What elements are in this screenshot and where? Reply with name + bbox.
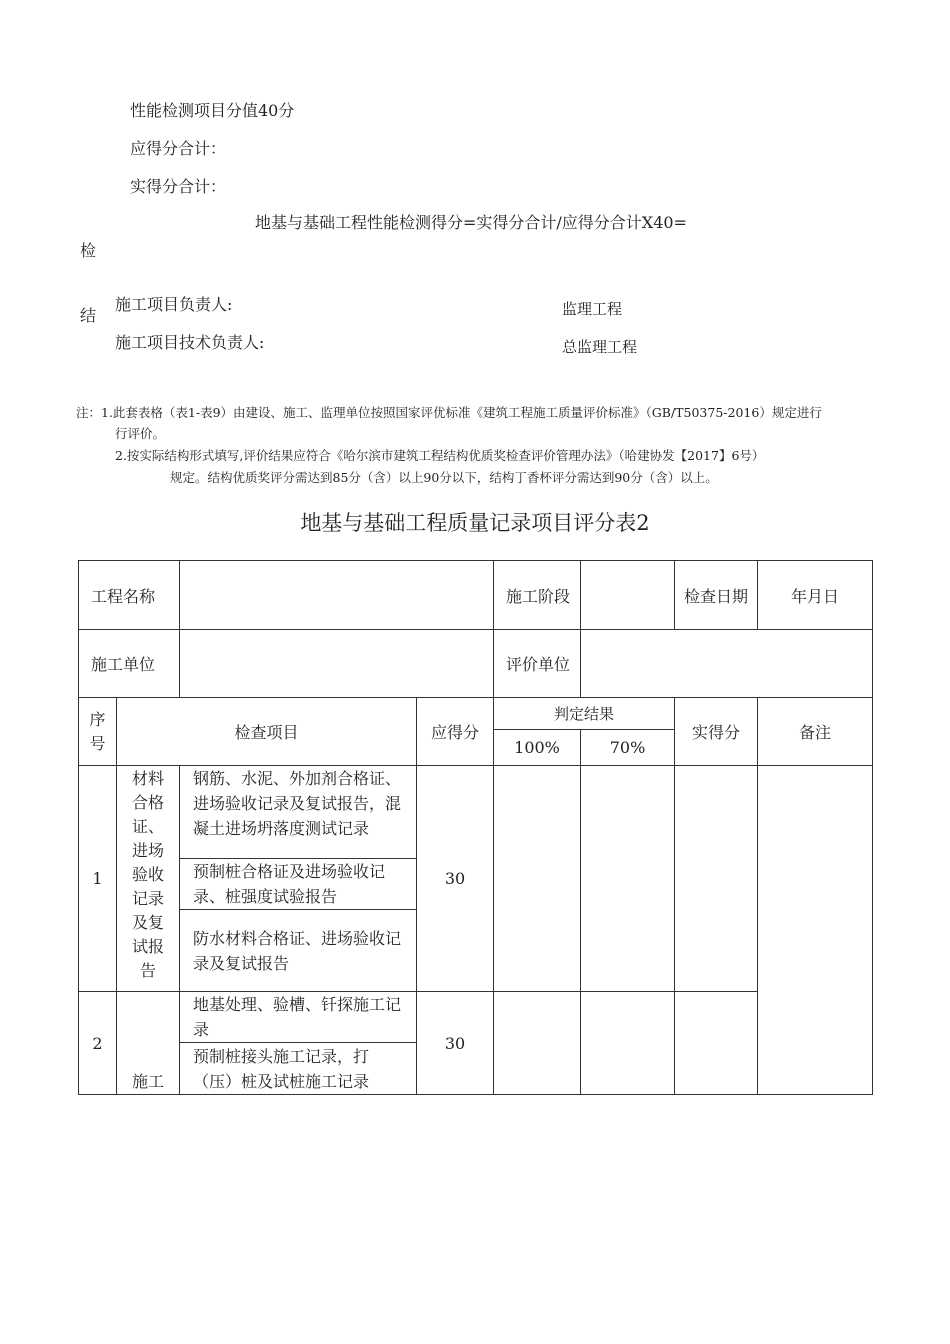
note-1-cont: 行评价。	[115, 426, 166, 441]
note-2-cont: 规定。结构优质奖评分需达到85分（含）以上90分以下，结构丁香杯评分需达到90分（含）以上。	[170, 470, 718, 485]
row-1-score: 30	[417, 766, 494, 992]
header-remarks: 备注	[758, 698, 873, 766]
note-2: 2.按实际结构形式填写,评价结果应符合《哈尔滨市建筑工程结构优质奖检查评价管理办法》（哈建协发【2017】6号）	[115, 448, 765, 463]
label-construction-unit: 施工单位	[79, 630, 180, 698]
label-evaluation-unit: 评价单位	[494, 630, 581, 698]
label-project-name: 工程名称	[79, 561, 180, 630]
label-construction-stage: 施工阶段	[494, 561, 581, 630]
row-1-item-2: 预制桩合格证及进场验收记录、桩强度试验报告	[193, 862, 386, 906]
value-construction-stage[interactable]	[581, 561, 675, 630]
formula-line: 地基与基础工程性能检测得分=实得分合计/应得分合计X40=	[255, 213, 687, 232]
row-2-score: 30	[417, 992, 494, 1095]
header-70-percent: 70%	[581, 730, 675, 766]
row-2-item-1: 地基处理、验槽、钎探施工记录	[193, 995, 402, 1039]
row-2-category: 施工	[132, 1072, 165, 1091]
row-1-category-cell	[117, 766, 180, 992]
header-check-item: 检查项目	[117, 698, 417, 766]
row-2-item-2: 预制桩接头施工记录，打（压）桩及试桩施工记录	[193, 1046, 370, 1091]
value-construction-unit[interactable]	[180, 630, 494, 698]
scoring-table	[78, 560, 873, 1095]
sig-chief-supervisor: 总监理工程	[562, 338, 638, 356]
row-1-item-3-cell	[180, 910, 417, 992]
perf-score-line: 性能检测项目分值40分	[130, 101, 295, 120]
table-title: 地基与基础工程质量记录项目评分表2	[300, 511, 650, 535]
row-2-actual-score[interactable]	[675, 992, 758, 1095]
header-100-percent: 100%	[494, 730, 581, 766]
left-char-jie: 结	[80, 306, 97, 325]
actual-score-total: 实得分合计：	[130, 177, 227, 196]
header-seq: 序号	[79, 698, 117, 766]
row-1-actual-score[interactable]	[675, 766, 758, 992]
value-inspection-date[interactable]: 年月日	[758, 561, 873, 630]
row-2-item-1-cell	[180, 992, 417, 1043]
row-1-item-2-cell	[180, 859, 417, 910]
row-1-item-3: 防水材料合格证、进场验收记录及复试报告	[193, 928, 402, 973]
label-inspection-date: 检查日期	[675, 561, 758, 630]
value-evaluation-unit[interactable]	[581, 630, 873, 698]
should-score-total: 应得分合计：	[130, 139, 227, 158]
row-1-item-1-cell	[180, 766, 417, 859]
row-1-no: 1	[79, 766, 117, 992]
value-project-name[interactable]	[180, 561, 494, 630]
row-2-result-70[interactable]	[581, 992, 675, 1095]
sig-tech-manager: 施工项目技术负责人:	[115, 333, 265, 352]
header-judgement: 判定结果	[494, 698, 675, 730]
row-2-result-100[interactable]	[494, 992, 581, 1095]
sig-project-manager: 施工项目负责人:	[115, 295, 233, 314]
remarks-cell[interactable]	[758, 766, 873, 1095]
row-1-result-100[interactable]	[494, 766, 581, 992]
note-1: 注：1.此套表格（表1-表9）由建设、施工、监理单位按照国家评优标准《建筑工程施工质量评价标准》（GB/T50375-2016）规定进行	[76, 405, 822, 420]
header-should-score: 应得分	[417, 698, 494, 766]
row-2-no: 2	[79, 992, 117, 1095]
header-actual-score: 实得分	[675, 698, 758, 766]
sig-supervisor: 监理工程	[562, 300, 623, 318]
row-1-result-70[interactable]	[581, 766, 675, 992]
row-1-category: 材料合格证、进场验收记录及复试报告	[132, 768, 165, 980]
left-char-jian: 检	[80, 241, 97, 260]
row-1-item-1: 钢筋、水泥、外加剂合格证、进场验收记录及复试报告，混凝土进场坍落度测试记录	[193, 769, 402, 838]
row-2-item-2-cell	[180, 1043, 417, 1095]
row-2-category-cell	[117, 992, 180, 1095]
